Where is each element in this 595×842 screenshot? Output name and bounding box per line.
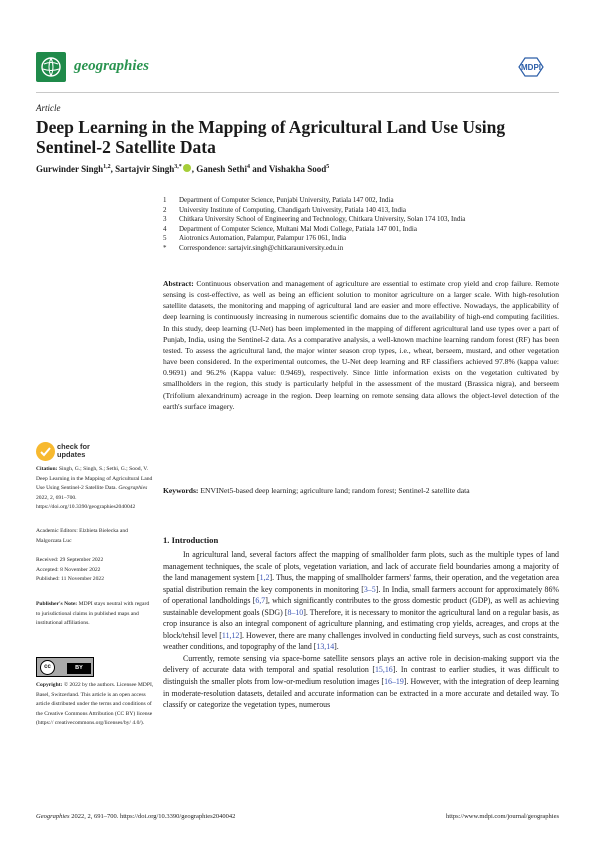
check-for-updates-line: check for [57,442,90,451]
abstract-text: Continuous observation and management of agriculture are essential to estimate crop yield and crop failure. Remote sensing is cost-effective, as well as being an efficient solution to monitor agriculture on a larger scale. With high-resolution satellite datasets, the monitoring and mapping of agricultural land are easier and more effective. Nowadays, the applicability of deep learning is continuously increasing in numerous scientific domains due to the availability of high-end computing facilities. In this study, deep learning (U-Net) has been implemented in the mapping of different agricultural land use types over a part of Punjab, India, using the Sentinel-2 data. As a comparative analysis, a well-known machine learning random forest (RF) has been tested. To assess the agricultural land, the major winter season crop types, i.e., wheat, berseem, mustard, and other vegetation have been considered. In the experimental outcomes, the U-Net deep learning and RF classifiers achieved 97.8% (kappa value: 0.9691) and 96.2% (Kappa value: 0.9469), respectively. Since little information exists on the vegetation cultivated by smallholders in the region, this study is particularly helpful in the assessment of the mustard (Brassica nigra), and berseem (Trifolium alexandrinum) acreage in the region. Deep learning on remote sensing data allows the object-level detection of the earth's surface imagery. [163,279,559,411]
accepted-date: Accepted: 8 November 2022 [36,566,101,573]
citation-link[interactable]: 16–19 [384,677,404,687]
affiliation [163,196,559,206]
affiliation-text: Department of Computer Science, Multani Mal Modi College, Patiala 147 001, India [179,224,417,233]
body-text-segment: ]. In India, small farmers account for approximately 86% of operational landholdings [ [163,584,559,606]
publisher-note [36,600,154,629]
mdpi-logo-text: MDPI [521,63,541,72]
journal-name[interactable]: geographies [74,58,149,74]
author-separator: , [110,164,116,174]
author-affiliation-ref[interactable]: 3,* [174,164,182,170]
affiliation-number: 4 [163,224,167,233]
body-text-segment: ]. [334,642,339,652]
affiliation [163,225,559,235]
affiliation-number: 5 [163,234,167,243]
abstract-label: Abstract: [163,279,194,288]
section-heading: 1. Introduction [163,535,219,545]
footer-citation [36,813,235,820]
citation-link[interactable]: 13,14 [316,642,335,652]
check-for-updates-icon[interactable] [36,442,55,461]
affiliation-text: Department of Computer Science, Punjabi University, Patiala 147 002, India [179,196,394,204]
affiliations [163,196,559,254]
affiliation-text: Aiotronics Automation, Palampur, Palampur 176 061, India [179,234,347,243]
author-affiliation-ref[interactable]: 5 [326,164,330,170]
copyright-text: © 2022 by the authors. Licensee MDPI, Basel, Switzerland. This article is an open access article distributed under the terms and conditions of the Creative Commons Attribution (CC BY) license (https:// creativecommons.org/licenses/by/ 4.0/). [36,682,154,727]
citation-text: Singh, G.; Singh, S.; Sethi, G.; Sood, V. Deep Learning in the Mapping of Agricultural Land Use Using Sentinel-2 Satellite Data. [36,466,153,492]
author-list [36,164,329,174]
affiliation [163,215,559,225]
affiliation-text: Chitkara University School of Engineering and Technology, Chitkara University, Solan 174 103, India [179,215,466,224]
citation-link[interactable]: 1,2 [259,573,270,583]
header-divider [36,92,559,93]
keywords [163,485,559,496]
article-type: Article [36,103,61,113]
affiliation-text: University Institute of Computing, Chandigarh University, Patiala 140 413, India [179,205,407,214]
article-title: Deep Learning in the Mapping of Agricultural Land Use Using Sentinel-2 Satellite Data [36,117,506,157]
keywords-label: Keywords: [163,486,199,495]
body-paragraph [163,549,559,653]
affiliation [163,206,559,216]
affiliation [163,234,559,244]
affiliation-number: 1 [163,196,167,204]
author-affiliation-ref[interactable]: 1,2 [103,164,111,170]
received-date: Received: 29 September 2022 [36,557,104,563]
citation-block [36,465,154,513]
author-name: Ganesh Sethi [196,164,247,174]
body-text-segment: ]. However, there are many challenges involved in conducting field surveys, such as cost constraints, weather conditions, and topography of the land [ [163,630,559,652]
footer-journal: Geographies [36,813,70,820]
citation-link[interactable]: 15,16 [374,665,393,675]
affiliation-number: 2 [163,205,167,214]
author-separator: , [191,164,197,174]
body-text-segment: ]. However, with the integration of deep learning in moderate-resolution datasets, detailed and accurate information can be extracted in a more accurate and detailed way. To classify or categorize the vegetation types, numerous [163,677,559,710]
citation-link[interactable]: 3–5 [363,584,376,594]
footer-doi[interactable]: 2022, 2, 691–700. https://doi.org/10.3390/geographies2040042 [71,813,236,820]
orcid-icon[interactable] [183,164,191,172]
correspondence-email[interactable]: Correspondence: sartajvir.singh@chitkarauniversity.edu.in [179,243,344,252]
citation-link[interactable]: 6,7 [255,596,266,606]
author-name: Sartajvir Singh [115,164,175,174]
body-text-segment: Currently, remote sensing via space-borne satellite sensors plays an active role in decision-making support via the delivery of accurate data with temporal and spatial resolution [ [163,653,559,675]
keywords-text: ENVINet5-based deep learning; agriculture land; random forest; Sentinel-2 satellite data [200,486,470,495]
published-date: Published: 11 November 2022 [36,576,104,583]
author-separator: and [249,164,269,174]
check-for-updates-button[interactable] [57,443,90,459]
dates-block [36,556,154,585]
citation-doi[interactable]: 2022, 2, 691–700. https://doi.org/10.3390/geographies2040042 [36,494,136,511]
citation-label: Citation: [36,466,58,472]
body-text-segment: ], which significantly contributes to the gross domestic product (GDP), as well as achieving sustainable development goals (SDG) [ [163,596,559,617]
cc-by-license-icon[interactable] [36,657,94,677]
affiliation-number: * [163,243,167,252]
section-body [163,549,559,711]
by-icon: BY [67,663,91,674]
cc-icon: cc [40,660,55,675]
footer-journal-url[interactable]: https://www.mdpi.com/journal/geographies [446,813,559,820]
correspondence [163,244,559,254]
publisher-note-text: MDPI stays neutral with regard to jurisdictional claims in published maps and institutional affiliations. [36,601,150,627]
body-text-segment: ]. Therefore, it is necessary to monitor the agricultural land on a regular basis, as crop insurance is also an integral component of agriculture planning, and estimating crop yields, acreages, and crops at the block/tehsil level [ [163,607,559,640]
academic-editors: Academic Editors: Elzbieta Bielecka and Malgorzata Luc [36,528,128,544]
publisher-note-label: Publisher's Note: [36,601,78,607]
author-name: Gurwinder Singh [36,164,104,174]
body-text-segment: ]. In contrast to earlier studies, it was difficult to distinguish the smaller plots from low-or-medium resolution images [ [163,665,559,687]
body-text-segment: In agricultural land, several factors affect the mapping of smallholder farm plots, such as the multiple types of land management techniques, the scale of plots, vegetation variation, and lack of accurate field boundaries among a majority of the land management system [ [163,550,559,583]
body-text-segment: ]. Thus, the mapping of smallholder farmers' farms, their operation, and the vegetation area spatial distribution remain the key components in monitoring [ [163,573,559,594]
citation-link[interactable]: 11,12 [221,630,240,640]
body-paragraph [163,653,559,711]
author-name: Vishakha Sood [268,164,327,174]
author-affiliation-ref[interactable]: 4 [246,164,250,170]
copyright-label: Copyright: [36,682,63,688]
check-for-updates-line: updates [57,450,86,459]
mdpi-logo-icon[interactable] [515,56,547,78]
citation-link[interactable]: 8–10 [287,607,304,617]
copyright-block [36,681,154,729]
citation-journal: Geographies [118,485,148,492]
journal-logo-icon [36,52,66,82]
abstract [163,278,559,412]
affiliation-number: 3 [163,215,167,224]
